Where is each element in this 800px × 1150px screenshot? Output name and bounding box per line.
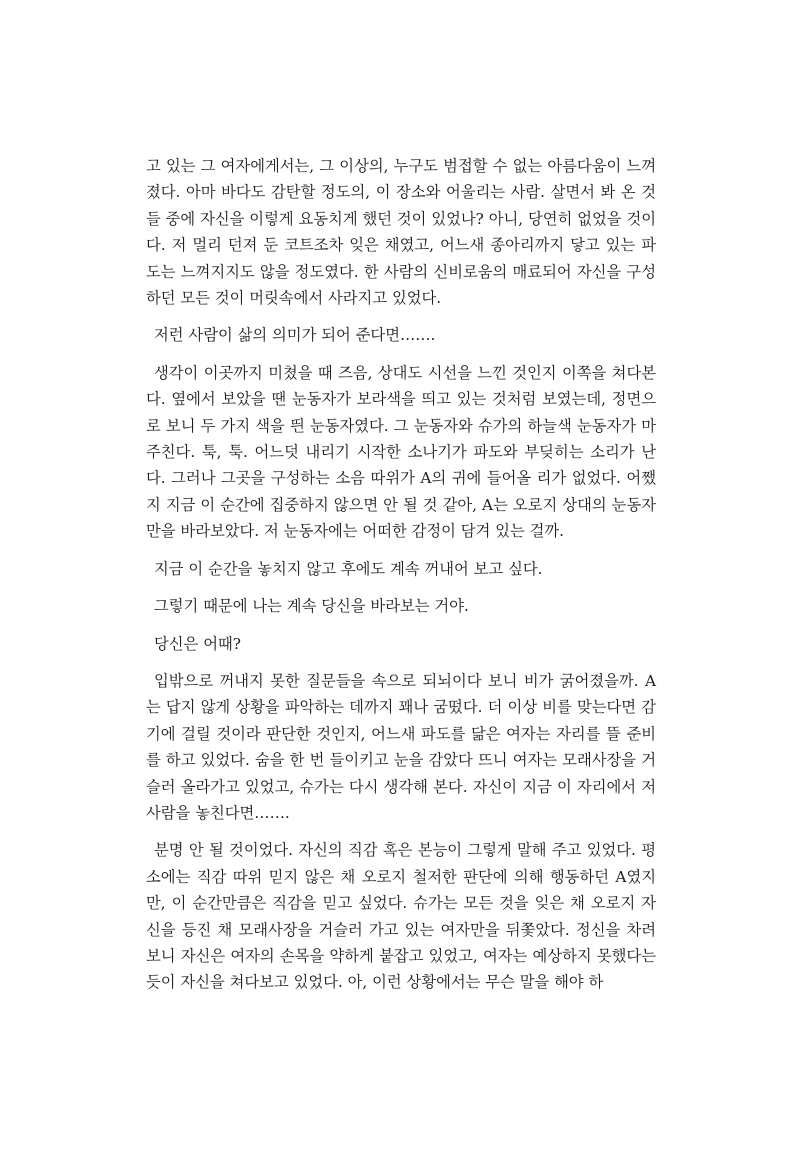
paragraph-2: 저런 사람이 삶의 의미가 되어 준다면……. <box>154 326 436 345</box>
paragraph-4: 지금 이 순간을 놓치지 않고 후에도 계속 꺼내어 보고 싶다. <box>154 559 543 578</box>
body-text <box>146 153 656 1007</box>
paragraph-1: 고 있는 그 여자에게서는, 그 이상의, 누구도 범접할 수 없는 아름다움이 느껴졌다. 아마 바다도 감탄할 정도의, 이 장소와 어울리는 사람. 살면서 봐 온 것들 중에 자신을 이렇게 요동치게 했던 것이 있었나? 아니, 당연히 없었을 것이다. 저 멀리 던져 둔 코트조차 잊은 채였고, 어느새 종아리까지 닿고 있는 파도는 느껴지지도 않을 정도였다. 한 사람의 신비로움의 매료되어 자신을 구성하던 모든 것이 머릿속에서 사라지고 있었다. <box>146 157 656 308</box>
paragraph-5: 그렇기 때문에 나는 계속 당신을 바라보는 거야. <box>154 597 469 616</box>
paragraph-6: 당신은 어때? <box>154 634 241 653</box>
paragraph-7: 입밖으로 꺼내지 못한 질문들을 속으로 되뇌이다 보니 비가 굵어졌을까. A는 답지 않게 상황을 파악하는 데까지 꽤나 굼떴다. 더 이상 비를 맞는다면 감기에 걸릴 것이라 판단한 것인지, 어느새 파도를 닮은 여자는 자리를 뜰 준비를 하고 있었다. 숨을 한 번 들이키고 눈을 감았다 뜨니 여자는 모래사장을 거슬러 올라가고 있었고, 슈가는 다시 생각해 본다. 자신이 지금 이 자리에서 저 사람을 놓친다면……. <box>146 671 656 822</box>
paragraph-3: 생각이 이곳까지 미쳤을 때 즈음, 상대도 시선을 느낀 것인지 이쪽을 쳐다본다. 옆에서 보았을 땐 눈동자가 보라색을 띄고 있는 것처럼 보였는데, 정면으로 보니 두 가지 색을 띈 눈동자였다. 그 눈동자와 슈가의 하늘색 눈동자가 마주친다. 툭, 툭. 어느덧 내리기 시작한 소나기가 파도와 부딪히는 소리가 난다. 그러나 그곳을 구성하는 소음 따위가 A의 귀에 들어올 리가 없었다. 어쨌지 지금 이 순간에 집중하지 않으면 안 될 것 같아, A는 오로지 상대의 눈동자만을 바라보았다. 저 눈동자에는 어떠한 감정이 담겨 있는 걸까. <box>146 363 656 541</box>
paragraph-8: 분명 안 될 것이었다. 자신의 직감 혹은 본능이 그렇게 말해 주고 있었다. 평소에는 직감 따위 믿지 않은 채 오로지 철저한 판단에 의해 행동하던 A였지만, 이 순간만큼은 직감을 믿고 싶었다. 슈가는 모든 것을 잊은 채 오로지 자신을 등진 채 모래사장을 거슬러 가고 있는 여자만을 뒤쫓았다. 정신을 차려 보니 자신은 여자의 손목을 약하게 붙잡고 있었고, 여자는 예상하지 못했다는 듯이 자신을 쳐다보고 있었다. 아, 이런 상황에서는 무슨 말을 해야 하 <box>146 841 656 992</box>
